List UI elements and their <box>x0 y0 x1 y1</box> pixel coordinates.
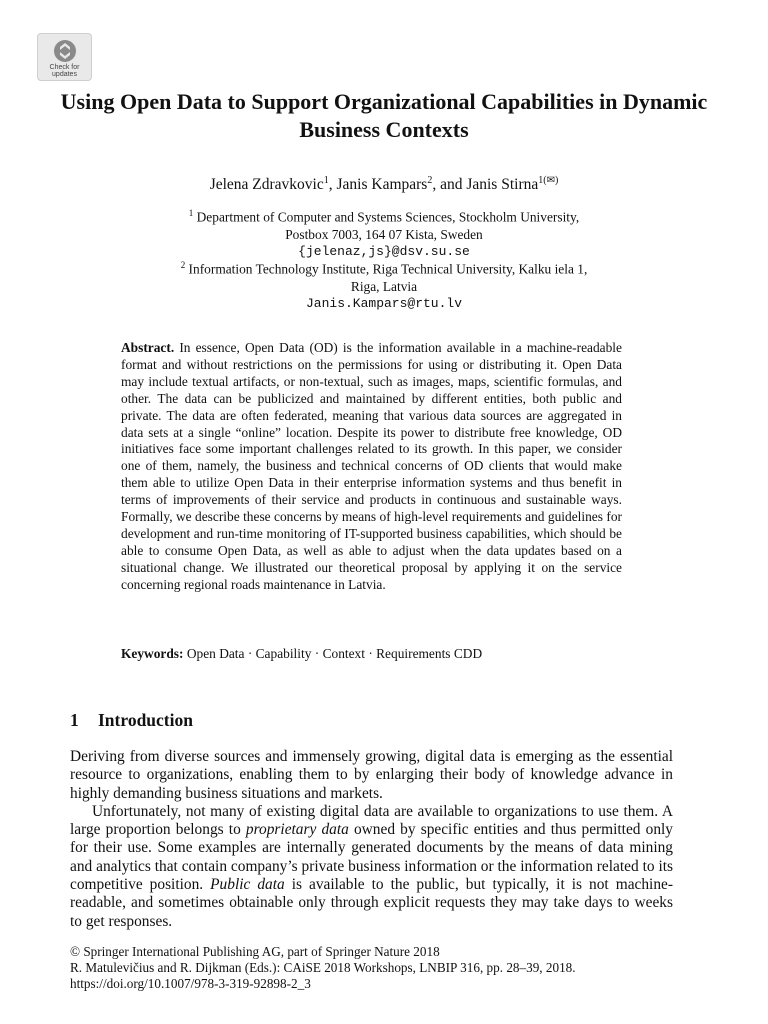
author-separator: , <box>328 176 337 194</box>
affiliation-email[interactable]: {jelenaz,js}@dsv.su.se <box>298 244 470 260</box>
affiliation-email[interactable]: Janis.Kampars@rtu.lv <box>305 296 463 312</box>
check-updates-icon <box>52 38 78 64</box>
keywords-label: Keywords: <box>121 646 184 661</box>
section-title: Introduction <box>98 710 193 730</box>
paragraph <box>70 803 673 931</box>
affiliation-2 <box>90 257 678 313</box>
author-name: Janis Kampars <box>336 176 428 194</box>
abstract <box>121 340 622 594</box>
badge-label-line1: Check for <box>49 64 80 71</box>
copyright-line: © Springer International Publishing AG, part of Springer Nature 2018 <box>70 944 440 959</box>
keywords <box>121 645 622 663</box>
affiliation-number: 1 <box>188 208 194 218</box>
affiliation-line: Riga, Latvia <box>350 278 418 294</box>
affiliation-number: 2 <box>180 260 186 270</box>
section-number: 1 <box>70 710 79 730</box>
affiliation-1 <box>90 205 678 261</box>
paragraph-text: Unfortunately, not many of existing digital data are available to organizations to use them. A large proportion belongs to <box>70 802 673 839</box>
check-for-updates-badge[interactable] <box>37 33 92 81</box>
section-heading <box>70 708 193 732</box>
emphasis-text: Public data <box>210 876 285 894</box>
author-name: Jelena Zdravkovic <box>209 176 324 194</box>
author-superscript: 2 <box>427 175 433 186</box>
badge-label-line2: updates <box>52 71 77 78</box>
paragraph-text: owned by specific entities and thus permitted only for their use. Some examples are internally generated documents by the means of data mining and analytics that contain company’s private business information or the information related to its competitive position. <box>70 821 673 894</box>
citation-line: R. Matulevičius and R. Dijkman (Eds.): CAiSE 2018 Workshops, LNBIP 316, pp. 28–39, 2018. <box>70 960 576 976</box>
paragraph: Deriving from diverse sources and immensely growing, digital data is emerging as the essential resource to organizations, enabling them to by enlarging their body of knowledge advance in highly demanding business situations and markets. <box>70 748 673 802</box>
paragraph-text: is available to the public, but typically, it is not machine-readable, and sometimes obtainable only through explicit requests they may take days to weeks to get responses. <box>70 876 673 930</box>
abstract-text: In essence, Open Data (OD) is the information available in a machine-readable format and without restrictions on the permissions for using or distributing it. Open Data may include textual artifacts, or non-textual, such as images, maps, scientific formulas, and other. The data can be publicized and maintained by different entities, both public and private. The data are often federated, meaning that various data sources are aggregated in data sets at a single “online” location. Despite its power to distribute free knowledge, OD initiatives face some important challenges related to its growth. In this paper, we consider one of them, namely, the business and technical concerns of OD clients that would make them able to utilize Open Data in their enterprise information systems and thus benefit in terms of improvements of their service and products in continuous and sustainable ways. Formally, we describe these concerns by means of high-level requirements and guidelines for development and run-time monitoring of IT-supported business capabilities, which should be able to consume Open Data, as well as able to adjust when the data updates based on a situational change. We illustrated our theoretical proposal by applying it on the service concerning regional roads maintenance in Latvia. <box>121 340 622 592</box>
affiliation-line: Department of Computer and Systems Sciences, Stockholm University, <box>196 209 580 225</box>
affiliation-line: Postbox 7003, 164 07 Kista, Sweden <box>285 226 483 242</box>
paper-title: Using Open Data to Support Organizational Capabilities in Dynamic Business Contexts <box>60 89 708 142</box>
author-separator: , and <box>432 176 467 194</box>
emphasis-text: proprietary data <box>245 821 349 839</box>
doi-link[interactable]: https://doi.org/10.1007/978-3-319-92898-2_3 <box>70 976 311 992</box>
keywords-text: Open Data · Capability · Context · Requirements CDD <box>186 646 483 661</box>
introduction-body <box>70 748 673 931</box>
abstract-label: Abstract. <box>121 340 175 355</box>
author-superscript: 1 <box>323 175 329 186</box>
author-list <box>60 171 708 195</box>
author-superscript: 1(✉) <box>538 175 559 186</box>
author-name: Janis Stirna <box>466 176 539 194</box>
publication-footer <box>70 944 690 993</box>
affiliation-line: Information Technology Institute, Riga Technical University, Kalku iela 1, <box>188 261 588 277</box>
